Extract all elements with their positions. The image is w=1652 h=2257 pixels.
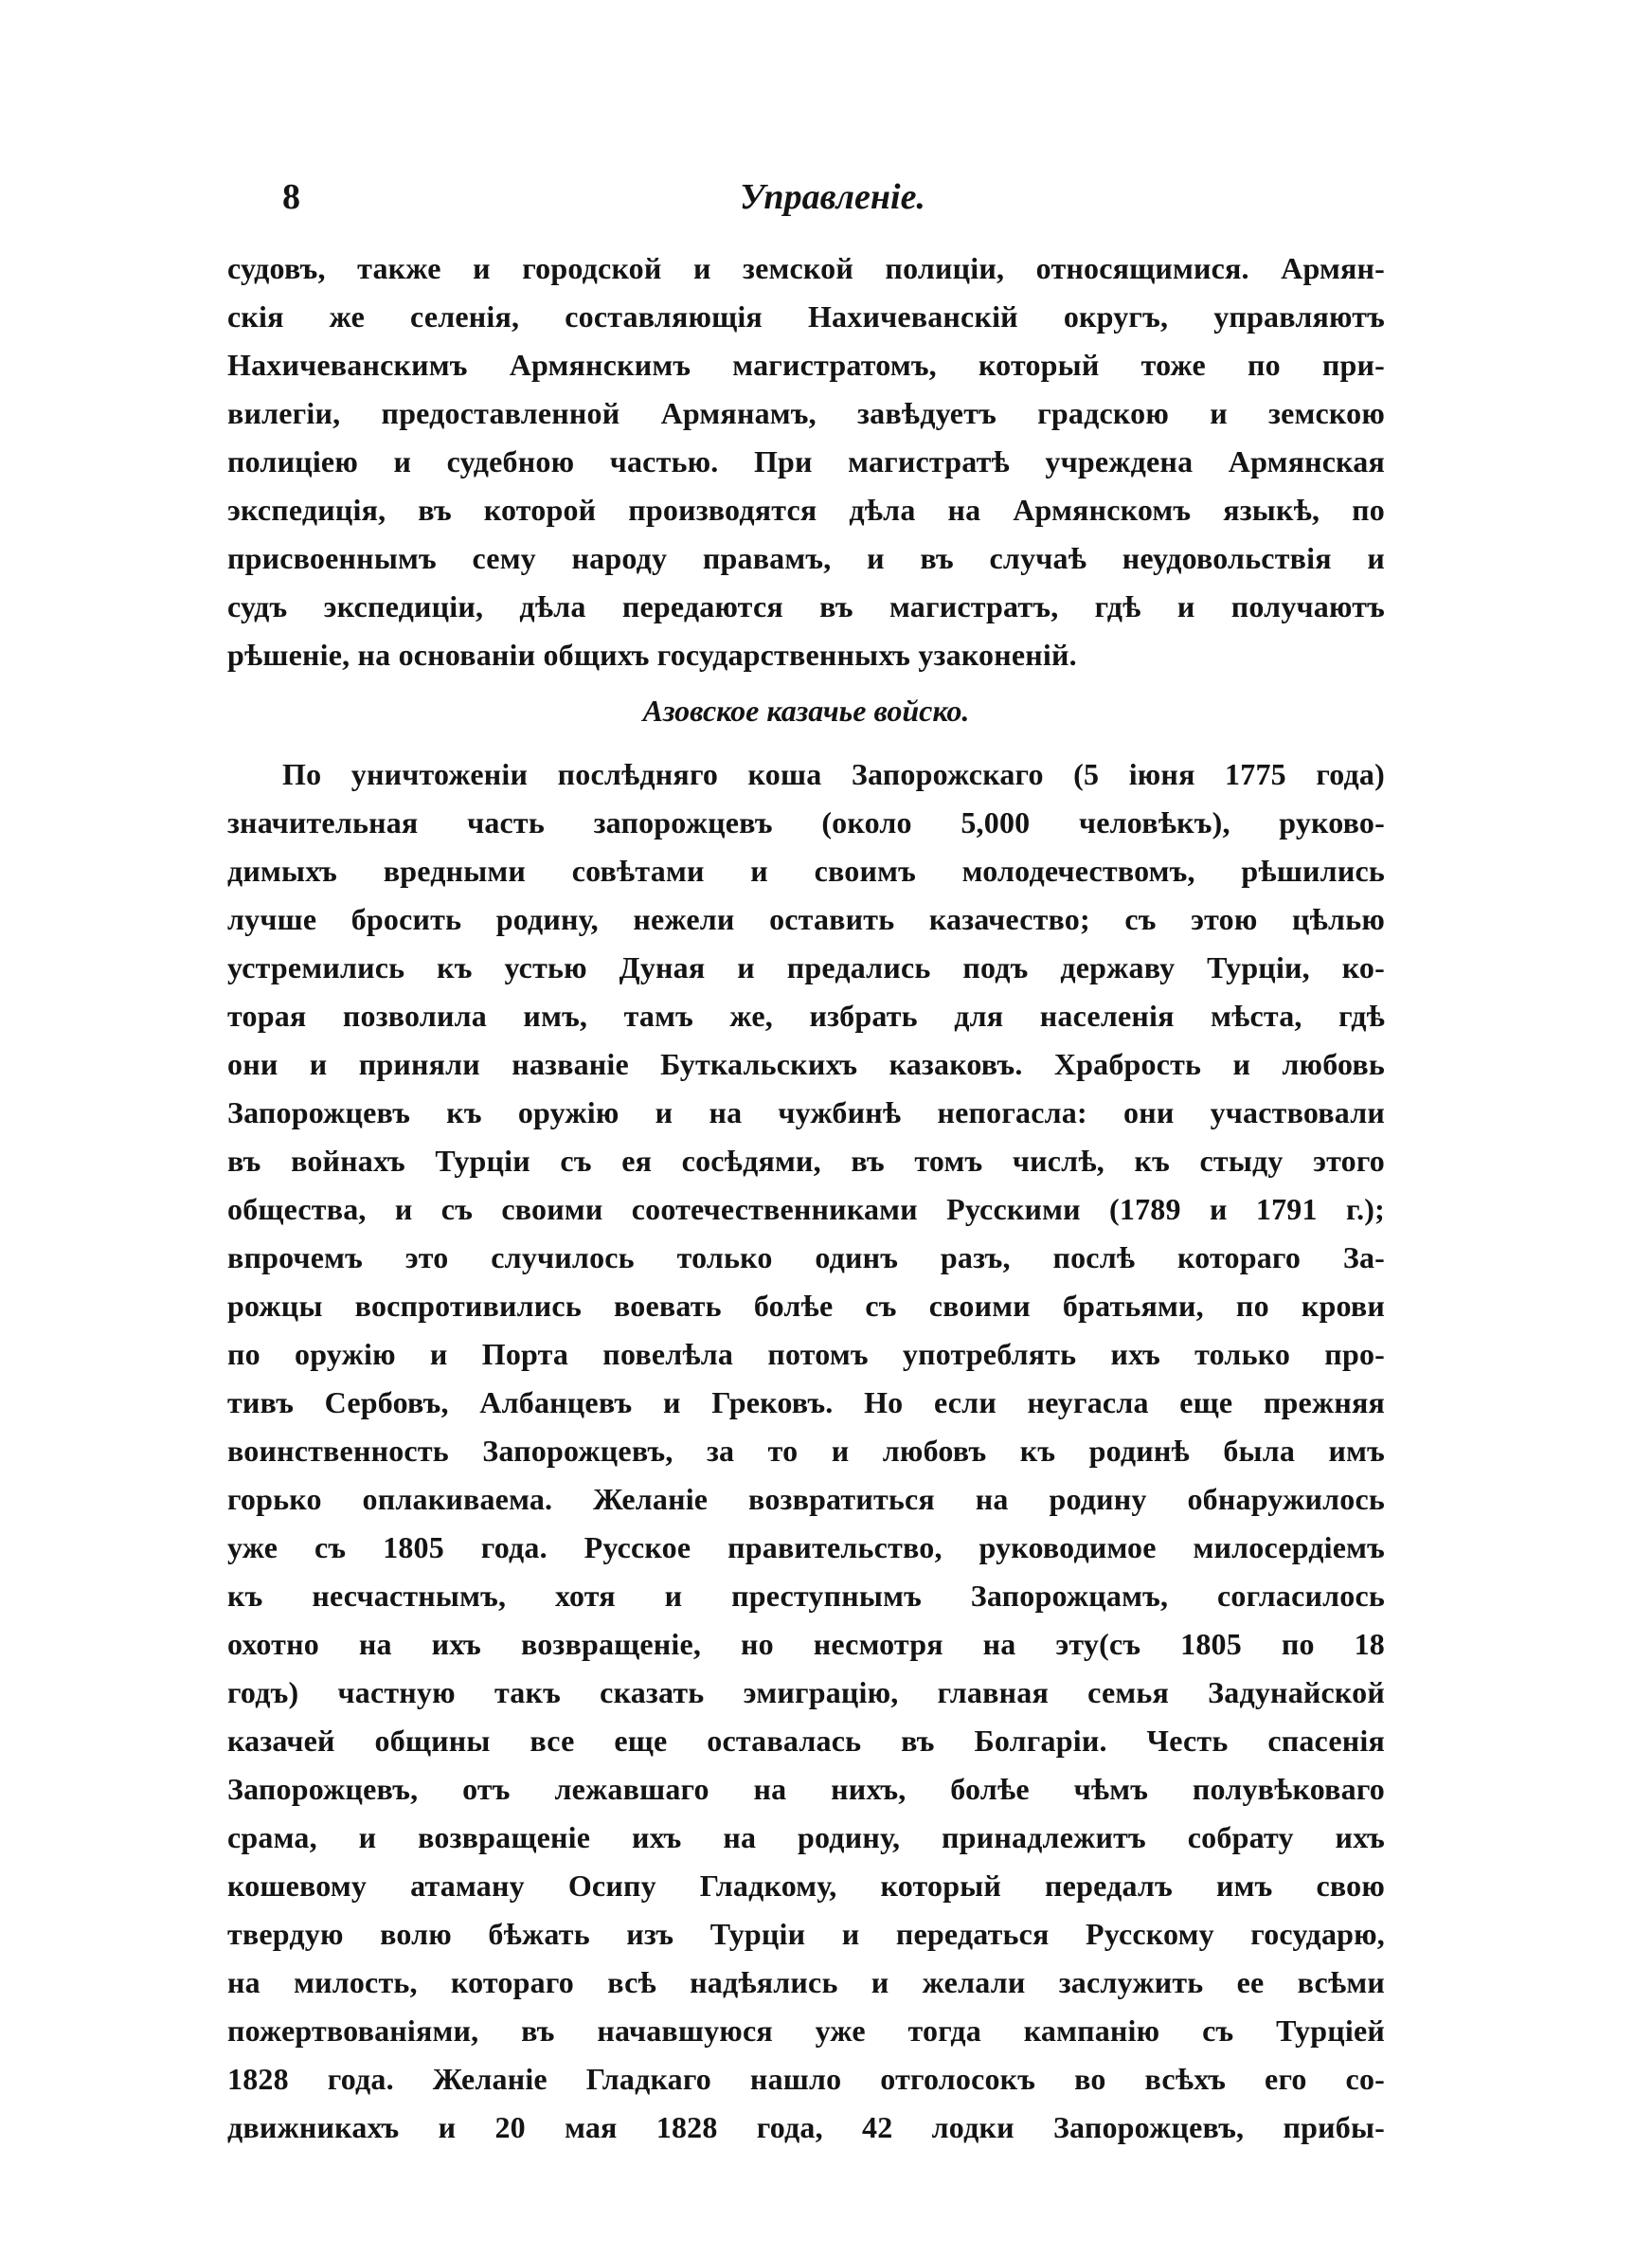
paragraph-administration bbox=[227, 244, 1385, 679]
text-line: по оружію и Порта повелѣла потомъ употреблять ихъ только про- bbox=[227, 1337, 1385, 1371]
text-line: воинственность Запорожцевъ, за то и любовъ къ родинѣ была имъ bbox=[227, 1434, 1385, 1468]
text-line: Запорожцевъ къ оружію и на чужбинѣ непогасла: они участвовали bbox=[227, 1095, 1385, 1129]
text-line: на милость, котораго всѣ надѣялись и желали заслужить ее всѣми bbox=[227, 1965, 1385, 1999]
text-line: общества, и съ своими соотечественниками Русскими (1789 и 1791 г.); bbox=[227, 1192, 1385, 1226]
text-line: экспедиція, въ которой производятся дѣла на Армянскомъ языкѣ, по bbox=[227, 493, 1385, 527]
running-head: Управленіе. bbox=[740, 177, 925, 217]
text-line: казачей общины все еще оставалась въ Болгаріи. Честь спасенія bbox=[227, 1724, 1385, 1758]
text-line: твердую волю бѣжать изъ Турціи и передаться Русскому государю, bbox=[227, 1917, 1385, 1951]
text-line: впрочемъ это случилось только одинъ разъ, послѣ котораго За- bbox=[227, 1240, 1385, 1274]
page-number: 8 bbox=[282, 177, 300, 217]
text-line: они и приняли названіе Буткальскихъ казаковъ. Храбрость и любовь bbox=[227, 1047, 1385, 1081]
text-line: тивъ Сербовъ, Албанцевъ и Грековъ. Но если неугасла еще прежняя bbox=[227, 1385, 1385, 1419]
text-line: димыхъ вредными совѣтами и своимъ молодечествомъ, рѣшились bbox=[227, 854, 1385, 888]
text-line: горько оплакиваема. Желаніе возвратиться на родину обнаружилось bbox=[227, 1482, 1385, 1516]
paragraph-azov-cossacks bbox=[227, 750, 1385, 2152]
text-line: Запорожцевъ, отъ лежавшаго на нихъ, болѣе чѣмъ полувѣковаго bbox=[227, 1772, 1385, 1806]
text-line: уже съ 1805 года. Русское правительство, руководимое милосердіемъ bbox=[227, 1530, 1385, 1564]
text-line: вилегіи, предоставленной Армянамъ, завѣдуетъ градскою и земскою bbox=[227, 396, 1385, 430]
page-header bbox=[282, 169, 1383, 226]
text-line: 1828 года. Желаніе Гладкаго нашло отголосокъ во всѣхъ его со- bbox=[227, 2062, 1385, 2096]
text-line: судъ экспедиціи, дѣла передаются въ магистратъ, гдѣ и получаютъ bbox=[227, 589, 1385, 623]
text-line: По уничтоженіи послѣдняго коша Запорожскаго (5 іюня 1775 года) bbox=[282, 757, 1385, 791]
text-line: Нахичеванскимъ Армянскимъ магистратомъ, который тоже по при- bbox=[227, 348, 1385, 382]
text-line: присвоеннымъ сему народу правамъ, и въ случаѣ неудовольствія и bbox=[227, 541, 1385, 575]
text-line: пожертвованіями, въ начавшуюся уже тогда кампанію съ Турціей bbox=[227, 2013, 1385, 2048]
text-line: годъ) частную такъ сказать эмиграцію, главная семья Задунайской bbox=[227, 1675, 1385, 1709]
text-line: рѣшеніе, на основаніи общихъ государственныхъ узаконеній. bbox=[227, 638, 1077, 672]
section-title: Азовское казачье войско. bbox=[642, 694, 970, 728]
text-line: рожцы воспротивились воевать болѣе съ своими братьями, по крови bbox=[227, 1289, 1385, 1323]
text-line: къ несчастнымъ, хотя и преступнымъ Запорожцамъ, согласилось bbox=[227, 1579, 1385, 1613]
text-line: движникахъ и 20 мая 1828 года, 42 лодки Запорожцевъ, прибы- bbox=[227, 2110, 1385, 2144]
text-line: устремились къ устью Дуная и предались подъ державу Турціи, ко- bbox=[227, 950, 1385, 984]
text-line: полиціею и судебною частью. При магистратѣ учреждена Армянская bbox=[227, 444, 1385, 478]
text-line: лучше бросить родину, нежели оставить казачество; съ этою цѣлью bbox=[227, 902, 1385, 936]
text-line: срама, и возвращеніе ихъ на родину, принадлежитъ собрату ихъ bbox=[227, 1820, 1385, 1854]
text-line: въ войнахъ Турціи съ ея сосѣдями, въ томъ числѣ, къ стыду этого bbox=[227, 1144, 1385, 1178]
text-line: торая позволила имъ, тамъ же, избрать для населенія мѣста, гдѣ bbox=[227, 999, 1385, 1033]
text-line: охотно на ихъ возвращеніе, но несмотря на эту(съ 1805 по 18 bbox=[227, 1627, 1385, 1661]
text-line: судовъ, также и городской и земской полиціи, относящимися. Армян- bbox=[227, 251, 1385, 285]
text-line: кошевому атаману Осипу Гладкому, который передалъ имъ свою bbox=[227, 1869, 1385, 1903]
text-line: скія же селенія, составляющія Нахичеванскій округъ, управляютъ bbox=[227, 299, 1385, 334]
text-line: значительная часть запорожцевъ (около 5,000 человѣкъ), руково- bbox=[227, 805, 1385, 840]
